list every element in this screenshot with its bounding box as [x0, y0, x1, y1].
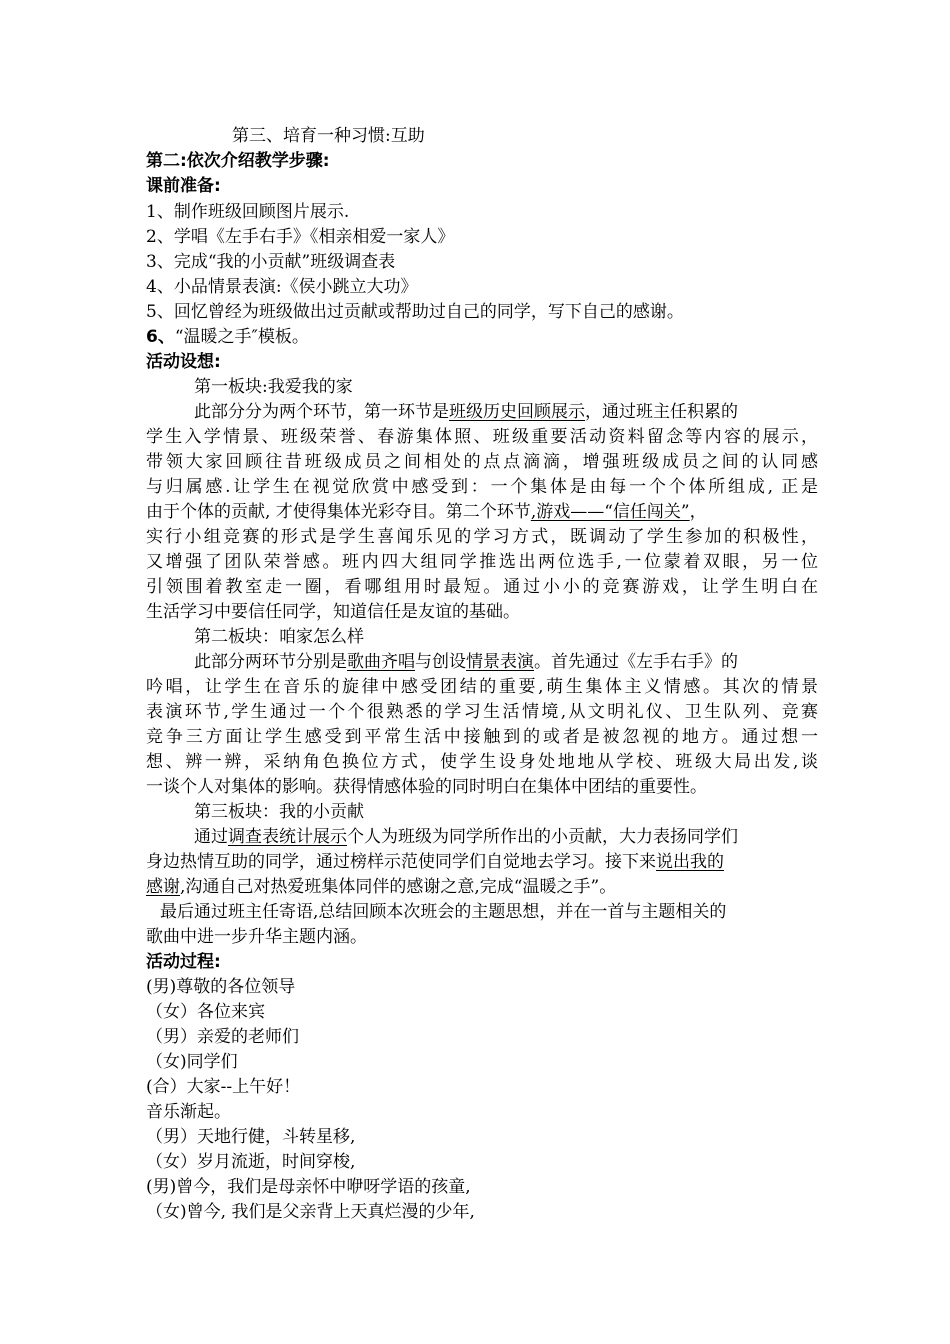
- underlined-term: 感谢: [146, 877, 180, 897]
- prep-item: 4、小品情景表演:《侯小跳立大功》: [146, 277, 418, 297]
- paragraph-line: 生活学习中要信任同学，知道信任是友谊的基础。: [146, 602, 520, 622]
- prep-item: 5、回忆曾经为班级做出过贡献或帮助过自己的同学，写下自己的感谢。: [146, 302, 684, 322]
- text-run: 个人为班级为同学所作出的小贡献，大力表扬同学们: [347, 827, 738, 847]
- paragraph-line: 一谈个人对集体的影响。获得情感体验的同时明白在集体中团结的重要性。: [146, 777, 707, 797]
- design-heading: 活动设想:: [146, 352, 221, 372]
- prep-heading: 课前准备:: [146, 176, 221, 196]
- text-run: 。首先通过《左手右手》的: [534, 652, 738, 672]
- dialogue-line: （男）亲爱的老师们: [146, 1027, 299, 1047]
- dialogue-line: (男)尊敬的各位领导: [146, 977, 296, 997]
- prep-item: [146, 325, 818, 349]
- paragraph-line: 吟唱，让学生在音乐的旋律中感受团结的重要,萌生集体主义情感。其次的情景: [146, 677, 818, 697]
- underlined-term: ,游戏——“信任闯关”: [530, 502, 690, 522]
- text-run: ，: [689, 502, 707, 522]
- paragraph-line: 想、辨一辨，采纳角色换位方式，使学生设身处地地从学校、班级大局出发,谈: [146, 752, 818, 772]
- text-run: 通过: [194, 827, 228, 847]
- section-line: 第三、培育一种习惯:互助: [232, 126, 425, 146]
- underlined-term: 说出我的: [656, 852, 724, 872]
- paragraph-line: 与归属感.让学生在视觉欣赏中感受到：一个集体是由每一个个体所组成, 正是: [146, 477, 818, 497]
- dialogue-line: （女)同学们: [146, 1052, 238, 1072]
- paragraph-line: [146, 875, 818, 899]
- steps-heading: 第二:依次介绍教学步骤:: [146, 151, 330, 171]
- paragraph-line: [194, 400, 818, 424]
- text-run: 身边热情互助的同学，通过榜样示范使同学们自觉地去学习。接下来: [146, 852, 656, 872]
- dialogue-line: 音乐渐起。: [146, 1102, 231, 1122]
- text-run: 此部分两环节分别是: [194, 652, 347, 672]
- paragraph-line: 竞争三方面让学生感受到平常生活中接触到的或者是被忽视的地方。通过想一: [146, 727, 818, 747]
- paragraph-line: [194, 650, 818, 674]
- text-run: 由于个体的贡献, 才使得集体光彩夺目。第二个环节: [146, 502, 531, 522]
- dialogue-line: （女）岁月流逝，时间穿梭,: [146, 1152, 356, 1172]
- paragraph-line: [194, 825, 818, 849]
- underlined-term: 情景表演: [466, 652, 534, 672]
- block2-title: 第二板块：咱家怎么样: [194, 627, 364, 647]
- paragraph-line: 又增强了团队荣誉感。班内四大组同学推选出两位选手,一位蒙着双眼，另一位: [146, 552, 818, 572]
- text-run: 此部分分为两个环节，第一环节是: [194, 402, 449, 422]
- underlined-term: 歌曲齐唱: [347, 652, 415, 672]
- paragraph-line: [146, 500, 818, 524]
- dialogue-line: （女）各位来宾: [146, 1002, 265, 1022]
- dialogue-line: (合）大家--上午好！: [146, 1077, 301, 1097]
- process-heading: 活动过程:: [146, 952, 221, 972]
- dialogue-line: (男)曾今，我们是母亲怀中咿呀学语的孩童,: [146, 1177, 471, 1197]
- paragraph-line: 引领围着教室走一圈，看哪组用时最短。通过小小的竞赛游戏，让学生明白在: [146, 577, 818, 597]
- paragraph-line: 学生入学情景、班级荣誉、春游集体照、班级重要活动资料留念等内容的展示，: [146, 427, 818, 447]
- prep-item: 3、完成“我的小贡献”班级调查表: [146, 252, 396, 272]
- paragraph-line: 实行小组竞赛的形式是学生喜闻乐见的学习方式，既调动了学生参加的积极性，: [146, 527, 818, 547]
- prep-item-text: “温暖之手″模板。: [174, 327, 309, 347]
- paragraph-line: 表演环节,学生通过一个个很熟悉的学习生活情境,从文明礼仪、卫生队列、竞赛: [146, 702, 818, 722]
- block1-title: 第一板块:我爱我的家: [194, 377, 353, 397]
- dialogue-line: （女)曾今, 我们是父亲背上天真烂漫的少年,: [146, 1202, 475, 1222]
- underlined-term: 调查表统计展示: [228, 827, 347, 847]
- dialogue-line: （男）天地行健，斗转星移,: [146, 1127, 356, 1147]
- prep-item-number: 6、: [146, 327, 175, 347]
- text-run: 与创设: [415, 652, 466, 672]
- prep-item: 1、制作班级回顾图片展示.: [146, 202, 350, 222]
- paragraph-line: 带领大家回顾往昔班级成员之间相处的点点滴滴，增强班级成员之间的认同感: [146, 452, 818, 472]
- paragraph-line: [146, 850, 818, 874]
- paragraph-line: 最后通过班主任寄语,总结回顾本次班会的主题思想，并在一首与主题相关的: [160, 902, 727, 922]
- underlined-term: 班级历史回顾展示: [449, 402, 585, 422]
- block3-title: 第三板块：我的小贡献: [194, 802, 364, 822]
- text-run: ,沟通自己对热爱班集体同伴的感谢之意,完成“温暖之手”。: [180, 877, 617, 897]
- text-run: ，通过班主任积累的: [585, 402, 738, 422]
- prep-item: 2、学唱《左手右手》《相亲相爱一家人》: [146, 227, 455, 247]
- paragraph-line: 歌曲中进一步升华主题内涵。: [146, 927, 367, 947]
